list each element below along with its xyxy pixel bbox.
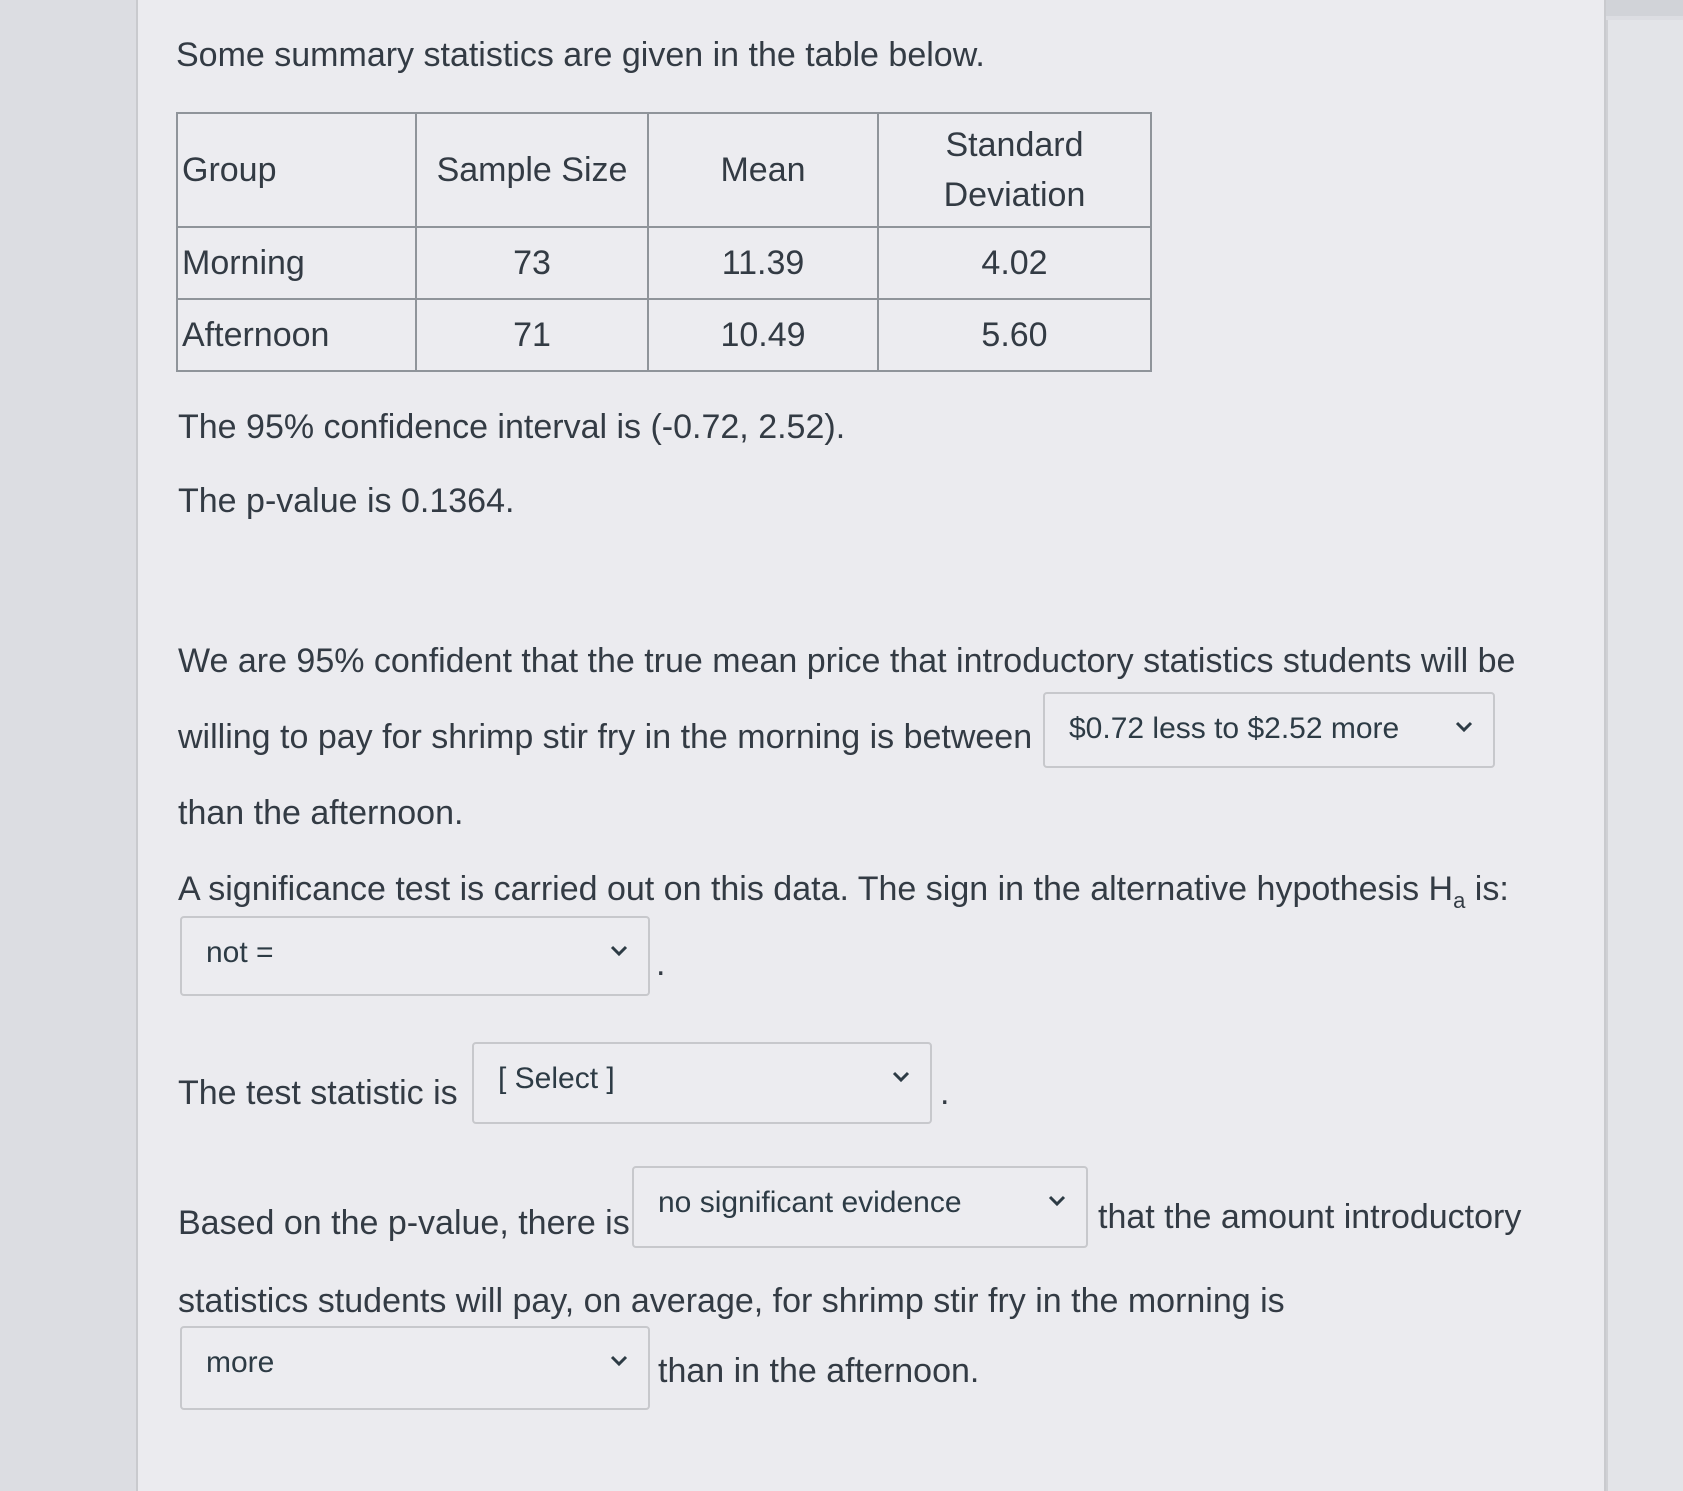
header-group: Group	[177, 113, 416, 227]
select-value: not =	[206, 936, 274, 969]
cell-mean: 11.39	[648, 227, 878, 299]
select-value: no significant evidence	[658, 1186, 962, 1219]
select-value: more	[206, 1346, 275, 1379]
ci-interpretation-select[interactable]	[1043, 692, 1495, 768]
period: .	[656, 945, 666, 983]
cell-sample-size: 71	[416, 299, 648, 371]
header-mean: Mean	[648, 113, 878, 227]
pvalue-based-prefix: Based on the p-value, there is	[178, 1204, 630, 1242]
significance-sentence-end: is:	[1465, 870, 1509, 908]
pvalue-based-suffix: that the amount introductory	[1098, 1198, 1522, 1236]
cell-sample-size: 73	[416, 227, 648, 299]
select-value: $0.72 less to $2.52 more	[1069, 712, 1400, 745]
statement-line2: statistics students will pay, on average, for shrimp stir fry in the morning is	[178, 1282, 1285, 1320]
chevron-down-icon	[1046, 1190, 1068, 1212]
period: .	[940, 1074, 950, 1112]
chevron-down-icon	[608, 940, 630, 962]
cell-sd: 5.60	[878, 299, 1151, 371]
cell-sd: 4.02	[878, 227, 1151, 299]
header-sample-size: Sample Size	[416, 113, 648, 227]
evidence-select[interactable]	[632, 1166, 1088, 1248]
header-sd-line2: Deviation	[943, 176, 1086, 214]
direction-select[interactable]	[180, 1326, 650, 1410]
header-standard-deviation	[878, 113, 1151, 227]
ci-sentence-line1: We are 95% confident that the true mean price that introductory statistics students will be	[178, 642, 1516, 680]
summary-statistics-table	[176, 112, 1152, 372]
chevron-down-icon	[890, 1066, 912, 1088]
alternative-sign-select[interactable]	[180, 916, 650, 996]
ci-sentence-line3: than the afternoon.	[178, 794, 464, 832]
significance-sentence	[178, 870, 1509, 914]
statement-end: than in the afternoon.	[658, 1352, 980, 1390]
table-row	[177, 227, 1151, 299]
ci-sentence-line2: willing to pay for shrimp stir fry in the morning is between	[178, 718, 1033, 756]
intro-text: Some summary statistics are given in the table below.	[176, 36, 985, 74]
header-sd-line1: Standard	[945, 126, 1084, 164]
table-header-row	[177, 113, 1151, 227]
cell-group: Morning	[177, 227, 416, 299]
test-statistic-select[interactable]	[472, 1042, 932, 1124]
right-sidebar-strip	[1606, 20, 1683, 1491]
chevron-down-icon	[608, 1350, 630, 1372]
cell-group: Afternoon	[177, 299, 416, 371]
confidence-interval-text: The 95% confidence interval is (-0.72, 2.52).	[178, 408, 846, 446]
subscript-a: a	[1453, 888, 1466, 913]
test-statistic-label: The test statistic is	[178, 1074, 458, 1112]
table-row	[177, 299, 1151, 371]
select-value: [ Select ]	[498, 1062, 615, 1095]
cell-mean: 10.49	[648, 299, 878, 371]
significance-sentence-text: A significance test is carried out on this data. The sign in the alternative hypothesis H	[178, 870, 1454, 908]
p-value-text: The p-value is 0.1364.	[178, 482, 515, 520]
chevron-down-icon	[1453, 716, 1475, 738]
